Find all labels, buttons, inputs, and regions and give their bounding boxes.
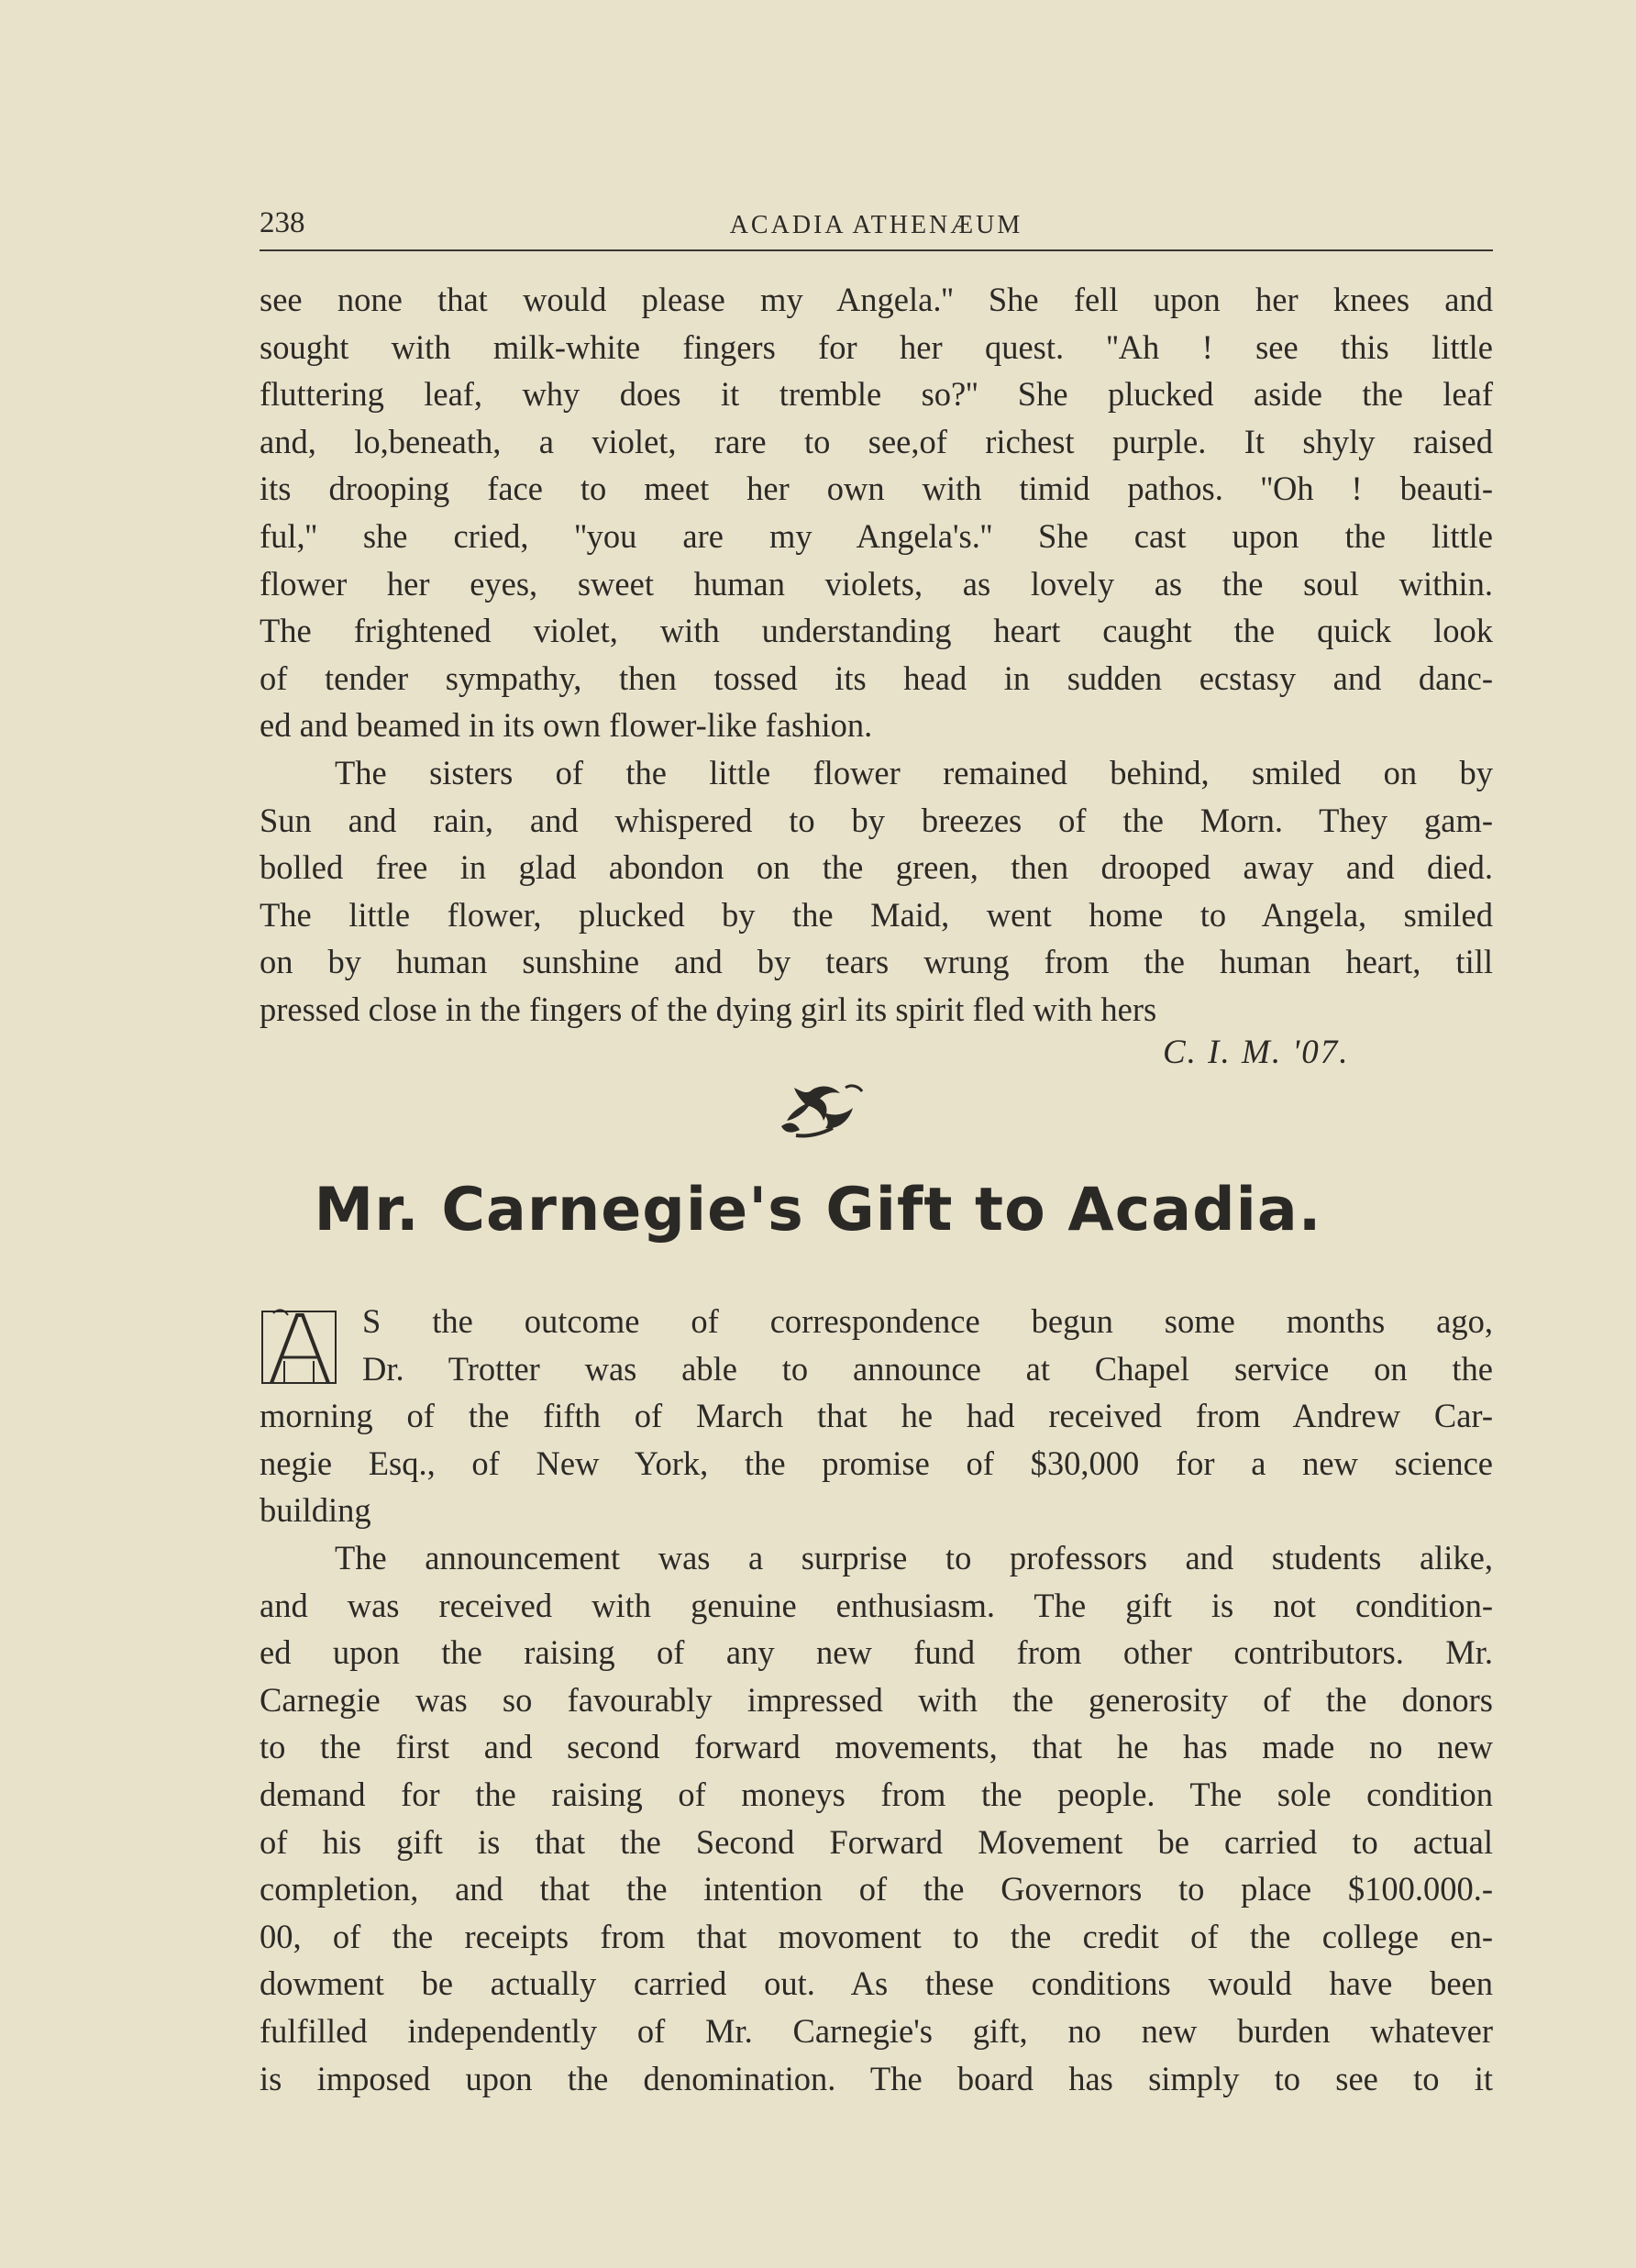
page-number: 238 <box>260 206 305 239</box>
text-line: negie Esq., of New York, the promise of $30,000 for a new science <box>260 1444 1493 1482</box>
text-line: demand for the raising of moneys from the people. The sole condition <box>260 1775 1493 1813</box>
text-line: its drooping face to meet her own with timid pathos. ''Oh ! beauti- <box>260 470 1493 508</box>
text-line: Dr. Trotter was able to announce at Chapel service on the <box>362 1349 1493 1388</box>
text-line: The sisters of the little flower remained behind, smiled on by <box>335 753 1493 791</box>
text-line: sought with milk-white fingers for her quest. ''Ah ! see this little <box>260 327 1493 366</box>
text-line: S the outcome of correspondence begun some months ago, <box>362 1302 1493 1340</box>
fleuron-ornament-icon <box>768 1080 869 1145</box>
text-line: flower her eyes, sweet human violets, as lovely as the soul within. <box>260 564 1493 603</box>
author-signature: C. I. M. '07. <box>1163 1034 1350 1071</box>
text-line: on by human sunshine and by tears wrung from the human heart, till <box>260 943 1493 981</box>
running-head: ACADIA ATHENÆUM <box>729 211 1023 239</box>
text-line: pressed close in the fingers of the dying girl its spirit fled with hers <box>260 990 1157 1028</box>
text-line: fluttering leaf, why does it tremble so?'' She plucked aside the leaf <box>260 375 1493 414</box>
story-text <box>260 276 1493 1034</box>
text-line: ed and beamed in its own flower-like fashion. <box>260 706 873 745</box>
text-line: 00, of the receipts from that movoment to the credit of the college en- <box>260 1917 1493 1955</box>
text-line: dowment be actually carried out. As these conditions would have been <box>260 1964 1493 2003</box>
text-line: ed upon the raising of any new fund from other contributors. Mr. <box>260 1633 1493 1672</box>
text-line: to the first and second forward movements, that he has made no new <box>260 1728 1493 1766</box>
article-text <box>260 1298 1493 2102</box>
text-line: and was received with genuine enthusiasm. The gift is not condition- <box>260 1586 1493 1624</box>
text-line: bolled free in glad abondon on the green, then drooped away and died. <box>260 848 1493 887</box>
page-header <box>260 202 1493 251</box>
text-line: of his gift is that the Second Forward Movement be carried to actual <box>260 1822 1493 1861</box>
text-line: The little flower, plucked by the Maid, went home to Angela, smiled <box>260 895 1493 934</box>
text-line: is imposed upon the denomination. The board has simply to see to it <box>260 2059 1493 2097</box>
text-line: of tender sympathy, then tossed its head in sudden ecstasy and danc- <box>260 658 1493 697</box>
text-line: fulfilled independently of Mr. Carnegie's gift, no new burden whatever <box>260 2011 1493 2050</box>
text-line: Sun and rain, and whispered to by breezes of the Morn. They gam- <box>260 801 1493 839</box>
text-line: Carnegie was so favourably impressed with the generosity of the donors <box>260 1680 1493 1719</box>
text-line: morning of the fifth of March that he had received from Andrew Car- <box>260 1397 1493 1435</box>
text-line: building <box>260 1491 371 1530</box>
text-line: completion, and that the intention of the Governors to place $100.000.- <box>260 1870 1493 1908</box>
text-line: and, lo,beneath, a violet, rare to see,of richest purple. It shyly raised <box>260 422 1493 460</box>
text-line: see none that would please my Angela.'' She fell upon her knees and <box>260 281 1493 318</box>
text-line: ful,'' she cried, ''you are my Angela's.'' She cast upon the little <box>260 516 1493 555</box>
svg-text:A: A <box>298 1352 300 1353</box>
text-line: The announcement was a surprise to professors and students alike, <box>335 1538 1493 1577</box>
text-line: The frightened violet, with understanding heart caught the quick look <box>260 612 1493 650</box>
article-title: Mr. Carnegie's Gift to Acadia. <box>314 1176 1322 1245</box>
